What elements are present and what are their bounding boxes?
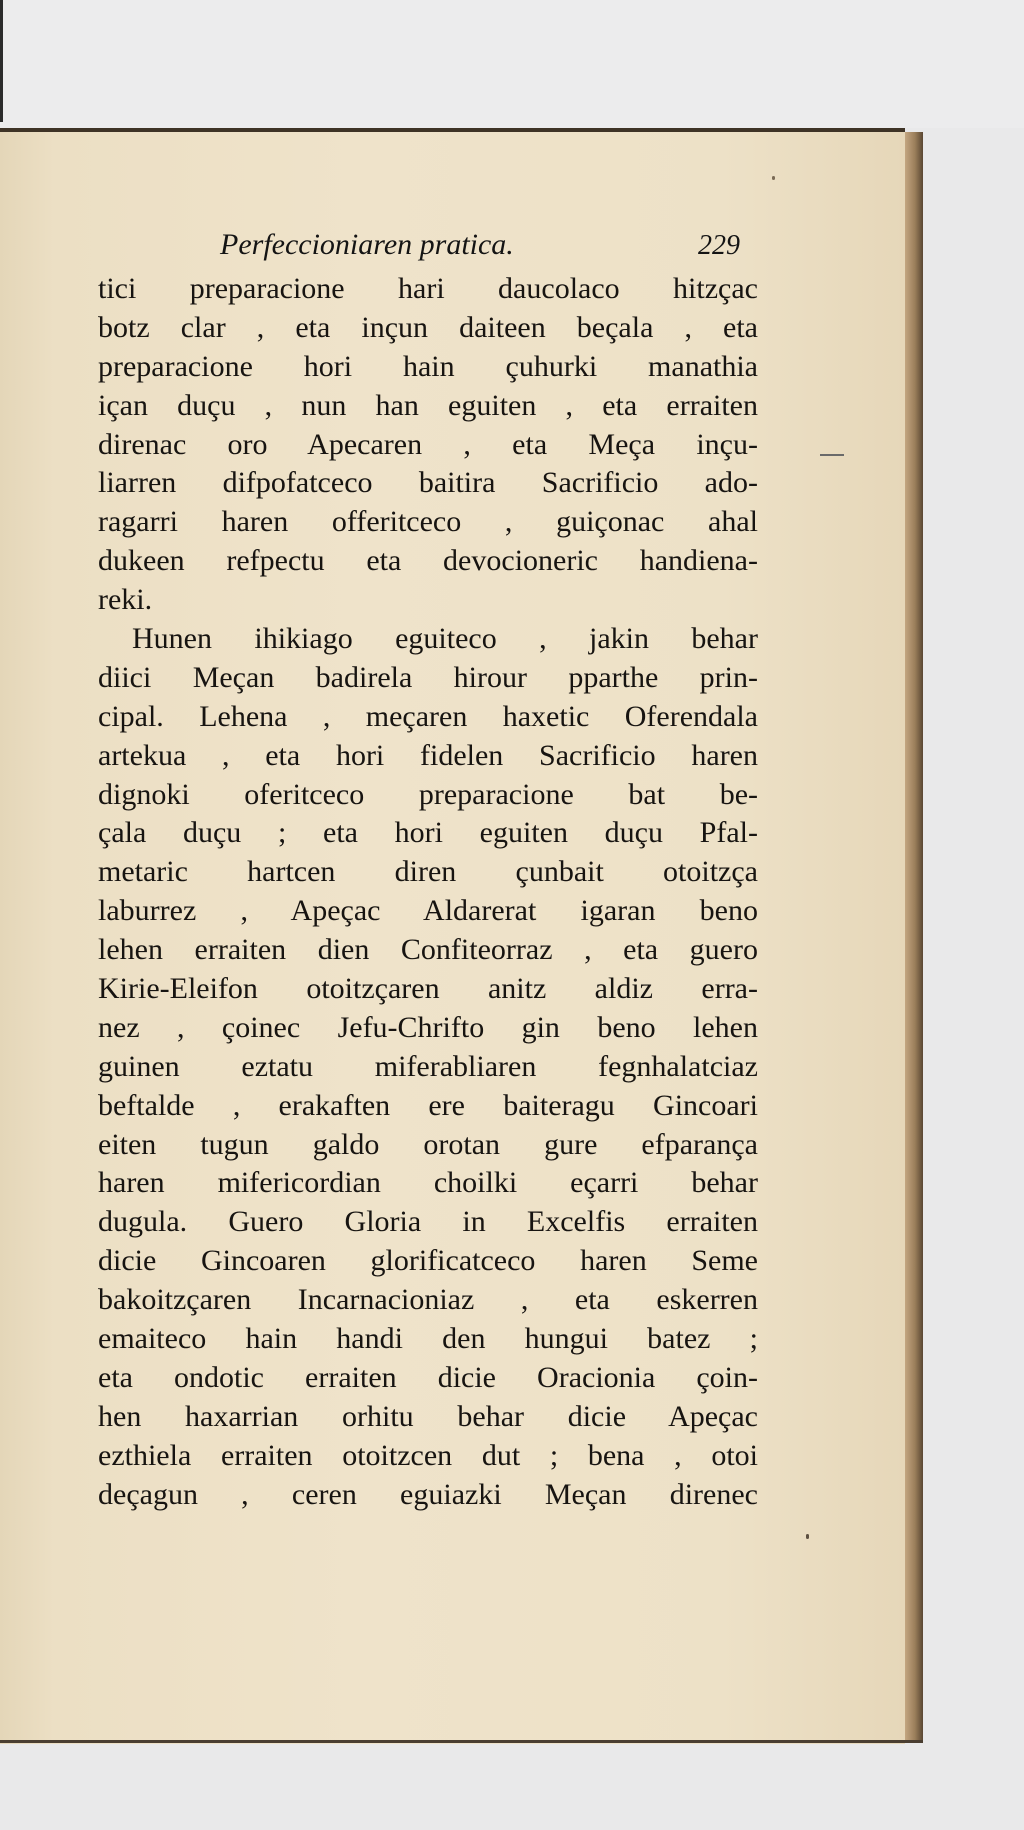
text-line: metaric hartcen diren çunbait otoitzça [98,855,758,889]
page-bottom-edge [0,1740,923,1743]
text-line: hen haxarrian orhitu behar dicie Apeçac [98,1399,758,1433]
text-line: laburrez , Apeçac Aldarerat igaran beno [98,894,758,928]
text-line: eta ondotic erraiten dicie Oracionia çoin- [98,1360,758,1394]
text-line: ragarri haren offeritceco , guiçonac ahal [98,505,758,539]
text-line: Hunen ihikiago eguiteco , jakin behar [132,622,758,656]
text-line: emaiteco hain handi den hungui batez ; [98,1322,758,1356]
text-line: artekua , eta hori fidelen Sacrificio haren [98,738,758,772]
binding-edge [0,0,3,122]
text-line: çala duçu ; eta hori eguiten duçu Pfal- [98,816,758,850]
text-line: dukeen refpectu eta devocioneric handiena- [98,544,758,578]
body-text [98,270,758,1515]
text-line: deçagun , ceren eguiazki Meçan direnec [98,1477,758,1511]
text-line: botz clar , eta inçun daiteen beçala , eta [98,310,758,344]
text-line: beftalde , erakaften ere baiteragu Gincoari [98,1088,758,1122]
page-number: 229 [698,230,740,261]
page-header [220,228,740,272]
paper-speck [806,1534,809,1539]
text-line: içan duçu , nun han eguiten , eta erraiten [98,388,758,422]
running-head: Perfeccioniaren pratica. [220,228,514,261]
text-line: reki. [98,583,153,617]
text-line: lehen erraiten dien Confiteorraz , eta guero [98,933,758,967]
text-line: bakoitzçaren Incarnacioniaz , eta eskerren [98,1283,758,1317]
text-line: direnac oro Apecaren , eta Meça inçu- [98,427,758,461]
text-line: Kirie-Eleifon otoitzçaren anitz aldiz erra- [98,972,758,1006]
text-line: haren mifericordian choilki eçarri behar [98,1166,758,1200]
scan-background [0,0,1024,128]
text-line: tici preparacione hari daucolaco hitzçac [98,272,758,305]
text-line: eiten tugun galdo orotan gure efparança [98,1127,758,1161]
text-line: liarren difpofatceco baitira Sacrificio ado- [98,466,758,500]
text-line: guinen eztatu miferabliaren fegnhalatciaz [98,1049,758,1083]
text-line: cipal. Lehena , meçaren haxetic Oferendala [98,699,758,733]
text-line: dugula. Guero Gloria in Excelfis erraiten [98,1205,758,1239]
marginal-mark [820,454,844,456]
text-line: nez , çoinec Jefu-Chrifto gin beno lehen [98,1010,758,1044]
text-line: dignoki oferitceco preparacione bat be- [98,777,758,811]
paper-speck [772,176,775,180]
text-line: diici Meçan badirela hirour pparthe prin- [98,660,758,694]
text-line: preparacione hori hain çuhurki manathia [98,349,758,383]
text-line: ezthiela erraiten otoitzcen dut ; bena , otoi [98,1438,758,1472]
page-edge-shadow [905,132,923,1740]
text-line: dicie Gincoaren glorificatceco haren Seme [98,1244,758,1278]
